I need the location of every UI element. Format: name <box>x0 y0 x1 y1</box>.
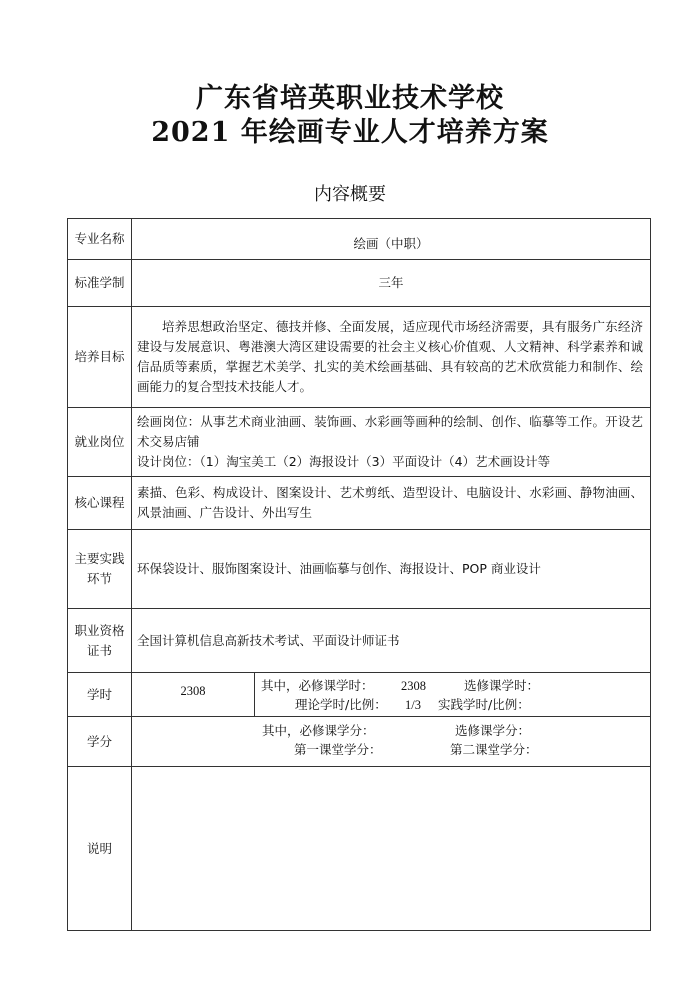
certificates-value: 全国计算机信息高新技术考试、平面设计师证书 <box>132 609 651 673</box>
required-hours-value: 2308 <box>401 679 426 693</box>
row-major <box>68 219 651 260</box>
row-objective <box>68 307 651 408</box>
duration-label: 标准学制 <box>68 260 132 307</box>
jobs-label: 就业岗位 <box>68 408 132 477</box>
jobs-value <box>132 408 651 477</box>
hours-label: 学时 <box>68 673 132 717</box>
credits-label: 学分 <box>68 717 132 767</box>
courses-label: 核心课程 <box>68 477 132 530</box>
courses-value: 素描、色彩、构成设计、图案设计、艺术剪纸、造型设计、电脑设计、水彩画、静物油画、风景油画、广告设计、外出写生 <box>132 477 651 530</box>
second-class-credits-label: 第二课堂学分： <box>450 742 538 757</box>
major-label: 专业名称 <box>68 219 132 260</box>
certificates-label: 职业资格证书 <box>68 609 132 673</box>
row-notes <box>68 767 651 931</box>
objective-text: 培养思想政治坚定、德技并修、全面发展，适应现代市场经济需要，具有服务广东经济建设与发展意识、粤港澳大湾区建设需要的社会主义核心价值观、人文精神、科学素养和诚信品质等素质，掌握艺术美学、扎实的美术绘画基础、具有较高的艺术欣赏能力和制作、绘画能力的复合型技术技能人才。 <box>137 319 644 394</box>
content-summary-heading: 内容概要 <box>314 184 386 205</box>
theory-hours-value: 1/3 <box>405 698 421 712</box>
elective-credits-label: 选修课学分： <box>455 723 531 738</box>
row-duration <box>68 260 651 307</box>
row-certificates <box>68 609 651 673</box>
summary-table <box>67 218 651 931</box>
row-jobs <box>68 408 651 477</box>
practice-value: 环保袋设计、服饰图案设计、油画临摹与创作、海报设计、POP 商业设计 <box>132 530 651 609</box>
hours-total: 2308 <box>132 673 255 717</box>
duration-value: 三年 <box>132 260 651 307</box>
plan-title: 2021 年绘画专业人才培养方案 <box>151 117 549 148</box>
notes-label: 说明 <box>68 767 132 931</box>
hours-detail <box>255 673 651 717</box>
required-credits-label: 其中，必修课学分： <box>262 723 375 738</box>
credits-detail <box>132 717 651 767</box>
school-name: 广东省培英职业技术学校 <box>196 83 504 114</box>
row-courses <box>68 477 651 530</box>
row-hours <box>68 673 651 717</box>
elective-hours-label: 选修课学时： <box>464 678 540 693</box>
practice-label: 主要实践环节 <box>68 530 132 609</box>
major-value: 绘画（中职） <box>132 219 651 260</box>
objective-value <box>132 307 651 408</box>
theory-hours-label: 理论学时/比例： <box>295 697 387 712</box>
first-class-credits-label: 第一课堂学分： <box>294 742 382 757</box>
required-hours-label: 其中，必修课学时： <box>261 678 374 693</box>
row-credits <box>68 717 651 767</box>
row-practice <box>68 530 651 609</box>
objective-label: 培养目标 <box>68 307 132 408</box>
jobs-painting: 绘画岗位：从事艺术商业油画、装饰画、水彩画等画种的绘制、创作、临摹等工作。开设艺术交易店铺 <box>137 414 644 449</box>
jobs-design: 设计岗位：（1）淘宝美工（2）海报设计（3）平面设计（4）艺术画设计等 <box>137 454 551 469</box>
notes-value <box>132 767 651 931</box>
practice-hours-label: 实践学时/比例： <box>438 697 530 712</box>
